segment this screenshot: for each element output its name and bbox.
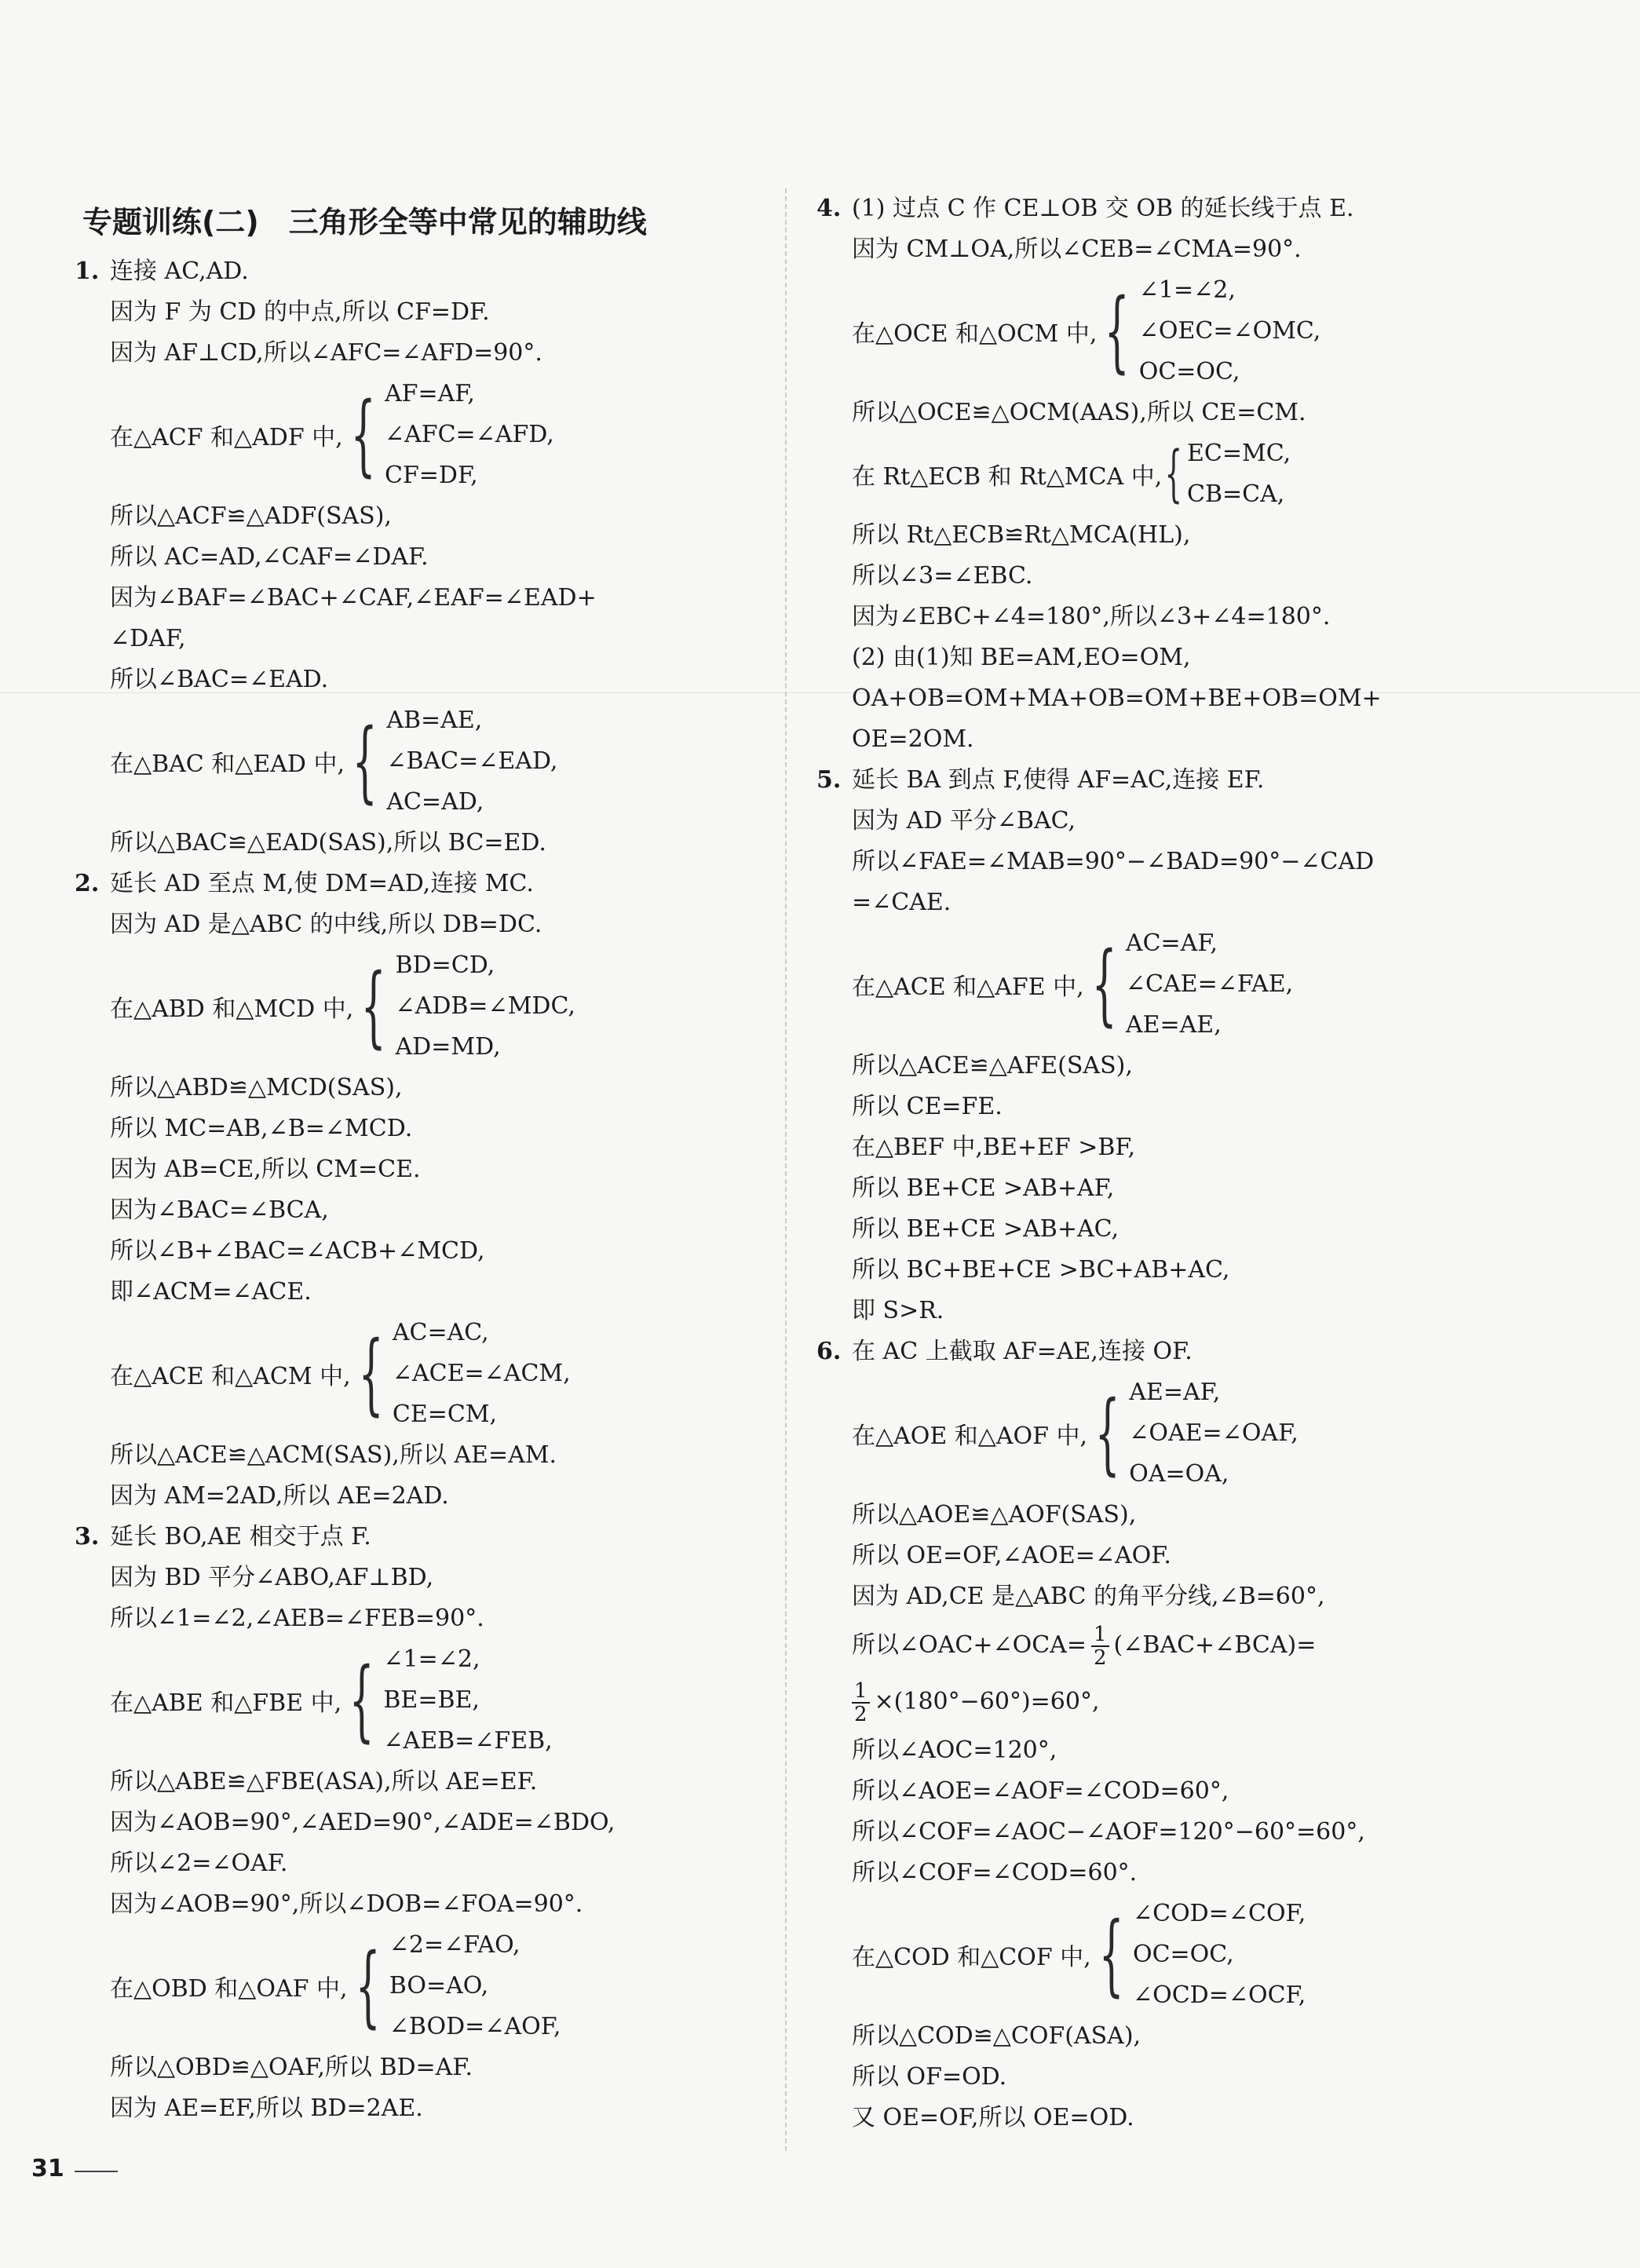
system-line: CB=CA, [1187, 480, 1285, 508]
system-intro: 在△OCE 和△OCM 中, [852, 320, 1098, 348]
system-line: ∠1=∠2, [1138, 276, 1236, 304]
problem-line: 所以 BE+CE >AB+AC, [852, 1215, 1120, 1243]
equation-system [75, 1925, 765, 2047]
system-line: ∠BAC=∠EAD, [386, 747, 558, 775]
system-intro: 在△OBD 和△OAF 中, [110, 1975, 348, 2003]
left-brace: { [360, 955, 386, 1057]
equation-system [816, 270, 1523, 393]
left-brace: { [1091, 933, 1117, 1035]
problem-line: 所以 OE=OF,∠AOE=∠AOF. [852, 1542, 1171, 1569]
problem-line: 即 S>R. [852, 1297, 944, 1324]
problem-line: 4. (1) 过点 C 作 CE⊥OB 交 OB 的延长线于点 E. [816, 188, 1523, 229]
equation-system [75, 945, 765, 1068]
equation-system [816, 923, 1523, 1046]
system-line: CF=DF, [384, 462, 478, 489]
problem-line: 因为 AD 平分∠BAC, [852, 807, 1076, 835]
problem-line: 所以△ABD≌△MCD(SAS), [110, 1074, 403, 1101]
left-brace: { [355, 1935, 381, 2037]
problem-number: 4. [816, 195, 842, 222]
problem-line: 所以∠BAC=∠EAD. [110, 666, 329, 693]
problem-line: 所以∠AOC=120°, [852, 1737, 1057, 1764]
problem-line: OA+OB=OM+MA+OB=OM+BE+OB=OM+ [852, 685, 1382, 712]
problem-line: 2. 延长 AD 至点 M,使 DM=AD,连接 MC. [75, 864, 765, 904]
equation-system [816, 1372, 1523, 1495]
problem-line: 因为 AD,CE 是△ABC 的角平分线,∠B=60°, [852, 1583, 1325, 1610]
left-brace: { [358, 1323, 384, 1425]
problem-3 [75, 1517, 765, 2129]
problem-line: 所以△ACE≌△ACM(SAS),所以 AE=AM. [110, 1441, 557, 1469]
problem-line: 在△BEF 中,BE+EF >BF, [852, 1134, 1136, 1161]
system-line: ∠ADB=∠MDC, [395, 992, 575, 1020]
system-line: AB=AE, [386, 707, 483, 734]
system-line: ∠COD=∠COF, [1132, 1900, 1306, 1927]
problem-line: OE=2OM. [852, 725, 974, 753]
system-intro: 在△BAC 和△EAD 中, [110, 751, 345, 778]
left-brace: { [352, 710, 378, 813]
left-column [75, 188, 765, 2129]
problem-line: 因为 AE=EF,所以 BD=2AE. [110, 2095, 423, 2122]
system-line: ∠AFC=∠AFD, [384, 421, 554, 448]
problem-line: 5. 延长 BA 到点 F,使得 AF=AC,连接 EF. [816, 760, 1523, 801]
system-line: AC=AC, [392, 1319, 489, 1346]
problem-1 [75, 251, 765, 864]
problem-line: 所以△ABE≌△FBE(ASA),所以 AE=EF. [110, 1768, 538, 1795]
problem-line: 所以 CE=FE. [852, 1093, 1003, 1120]
problem-line: 因为 AD 是△ABC 的中线,所以 DB=DC. [110, 911, 542, 938]
problem-line: 所以∠FAE=∠MAB=90°−∠BAD=90°−∠CAD [852, 848, 1375, 875]
problem-line: 因为∠AOB=90°,∠AED=90°,∠ADE=∠BDO, [110, 1809, 615, 1836]
system-line: ∠OAE=∠OAF, [1129, 1419, 1298, 1447]
system-line: AC=AF, [1125, 929, 1218, 957]
problem-line: 所以△ACF≌△ADF(SAS), [110, 502, 392, 530]
system-line: ∠CAE=∠FAE, [1125, 970, 1294, 998]
problem-line: 所以∠1=∠2,∠AEB=∠FEB=90°. [110, 1605, 484, 1632]
problem-line: 因为 AB=CE,所以 CM=CE. [110, 1156, 421, 1183]
system-intro: 在△COD 和△COF 中, [852, 1944, 1091, 1971]
problem-line: 所以 Rt△ECB≌Rt△MCA(HL), [852, 521, 1191, 549]
problem-line: 所以 AC=AD,∠CAF=∠DAF. [110, 543, 429, 571]
system-line: AF=AF, [384, 380, 475, 407]
problem-line: 所以∠B+∠BAC=∠ACB+∠MCD, [110, 1237, 485, 1265]
problem-number: 5. [816, 766, 842, 794]
system-line: AC=AD, [386, 788, 484, 816]
equation-system [816, 1894, 1523, 2016]
problem-line: 所以∠2=∠OAF. [110, 1850, 288, 1877]
right-column [816, 188, 1523, 2138]
problem-line: 因为∠BAC=∠BCA, [110, 1196, 329, 1224]
problem-number: 2. [75, 870, 100, 897]
column-divider [785, 188, 787, 2151]
problem-line: ∠DAF, [110, 625, 186, 652]
section-title: 专题训练(二) 三角形全等中常见的辅助线 [82, 205, 647, 239]
problem-line: 因为 AM=2AD,所以 AE=2AD. [110, 1482, 449, 1510]
left-brace: { [1105, 280, 1130, 382]
problem-line: 1. 连接 AC,AD. [75, 251, 765, 292]
fraction-line: $\frac{1}{2}$ ×(180°−60°)=60°, [816, 1674, 1523, 1730]
problem-line: 又 OE=OF,所以 OE=OD. [852, 2104, 1134, 2131]
system-intro: 在△ABD 和△MCD 中, [110, 995, 354, 1023]
system-line: OC=OC, [1132, 1941, 1234, 1968]
problem-line: 因为∠BAF=∠BAC+∠CAF,∠EAF=∠EAD+ [110, 584, 597, 612]
problem-line: 所以△COD≌△COF(ASA), [852, 2022, 1141, 2050]
system-line: ∠1=∠2, [383, 1645, 480, 1673]
problem-6 [816, 1331, 1523, 2138]
system-line: BO=AO, [389, 1972, 489, 2000]
problem-4 [816, 188, 1523, 760]
problem-line: 所以△OBD≌△OAF,所以 BD=AF. [110, 2054, 473, 2081]
problem-line: 所以△AOE≌△AOF(SAS), [852, 1501, 1137, 1528]
problem-2 [75, 864, 765, 1517]
problem-5 [816, 760, 1523, 1331]
problem-line: 3. 延长 BO,AE 相交于点 F. [75, 1517, 765, 1558]
system-line: ∠OCD=∠OCF, [1132, 1981, 1306, 2009]
system-intro: 在△ACE 和△ACM 中, [110, 1363, 351, 1390]
system-line: BD=CD, [395, 951, 495, 979]
problem-line: 因为 BD 平分∠ABO,AF⊥BD, [110, 1564, 434, 1591]
equation-system [75, 374, 765, 496]
system-intro: 在△ABE 和△FBE 中, [110, 1689, 342, 1717]
system-intro: 在△ACE 和△AFE 中, [852, 973, 1084, 1001]
problem-line: 因为∠AOB=90°,所以∠DOB=∠FOA=90°. [110, 1890, 583, 1918]
problem-line: 6. 在 AC 上截取 AF=AE,连接 OF. [816, 1331, 1523, 1372]
system-line: CE=CM, [392, 1401, 498, 1428]
equation-system [816, 433, 1523, 515]
left-brace: { [1165, 439, 1183, 509]
system-line: ∠2=∠FAO, [389, 1931, 520, 1959]
left-brace: { [1094, 1382, 1120, 1485]
problem-line: 所以 BE+CE >AB+AF, [852, 1174, 1115, 1202]
system-line: EC=MC, [1187, 440, 1291, 467]
system-line: AE=AE, [1125, 1011, 1222, 1039]
system-line: BE=BE, [383, 1686, 480, 1714]
page-number: 31 [31, 2155, 64, 2182]
problem-line: 因为∠EBC+∠4=180°,所以∠3+∠4=180°. [852, 603, 1331, 630]
left-brace: { [1098, 1904, 1124, 2006]
system-line: ∠BOD=∠AOF, [389, 2013, 561, 2040]
system-line: OC=OC, [1138, 358, 1240, 385]
problem-line: (2) 由(1)知 BE=AM,EO=OM, [852, 644, 1191, 671]
problem-line: 因为 AF⊥CD,所以∠AFC=∠AFD=90°. [110, 339, 542, 367]
system-intro: 在△AOE 和△AOF 中, [852, 1423, 1087, 1450]
problem-line: 所以∠AOE=∠AOF=∠COD=60°, [852, 1777, 1229, 1805]
equation-system [75, 1313, 765, 1435]
problem-line: 因为 F 为 CD 的中点,所以 CF=DF. [110, 298, 490, 326]
problem-line: 所以△OCE≌△OCM(AAS),所以 CE=CM. [852, 399, 1306, 426]
problem-line: 所以∠COF=∠AOC−∠AOF=120°−60°=60°, [852, 1818, 1365, 1846]
problem-number: 6. [816, 1338, 842, 1365]
system-line: OA=OA, [1129, 1460, 1229, 1488]
problem-number: 1. [75, 257, 100, 285]
left-brace: { [350, 384, 376, 486]
page-number-dash [75, 2171, 118, 2172]
equation-system [75, 700, 765, 823]
problem-line: 所以△BAC≌△EAD(SAS),所以 BC=ED. [110, 829, 546, 856]
system-intro: 在△ACF 和△ADF 中, [110, 424, 343, 451]
system-line: ∠OEC=∠OMC, [1138, 317, 1321, 345]
system-line: AD=MD, [395, 1033, 501, 1061]
problem-line: 所以△ACE≌△AFE(SAS), [852, 1052, 1133, 1079]
problem-number: 3. [75, 1523, 100, 1550]
left-brace: { [349, 1649, 374, 1751]
fraction-line: 所以∠OAC+∠OCA= $\frac{1}{2}$ (∠BAC+∠BCA)= [852, 1623, 1317, 1670]
problem-line: 所以 MC=AB,∠B=∠MCD. [110, 1115, 413, 1142]
fraction: $\frac{1}{2}$ [1091, 1623, 1109, 1669]
system-line: AE=AF, [1129, 1379, 1221, 1406]
problem-line: 所以 OF=OD. [852, 2063, 1007, 2091]
system-line: ∠ACE=∠ACM, [392, 1360, 571, 1387]
fraction: $\frac{1}{2}$ [852, 1680, 870, 1726]
problem-line: 所以∠3=∠EBC. [852, 562, 1033, 590]
equation-system [75, 1639, 765, 1762]
problem-line: =∠CAE. [852, 889, 951, 916]
system-line: ∠AEB=∠FEB, [383, 1727, 553, 1755]
system-intro: 在 Rt△ECB 和 Rt△MCA 中, [852, 463, 1163, 491]
problem-line: 所以∠COF=∠COD=60°. [852, 1859, 1138, 1886]
problem-line: 即∠ACM=∠ACE. [110, 1278, 312, 1306]
problem-line: 因为 CM⊥OA,所以∠CEB=∠CMA=90°. [852, 236, 1302, 263]
problem-line: 所以 BC+BE+CE >BC+AB+AC, [852, 1256, 1230, 1284]
